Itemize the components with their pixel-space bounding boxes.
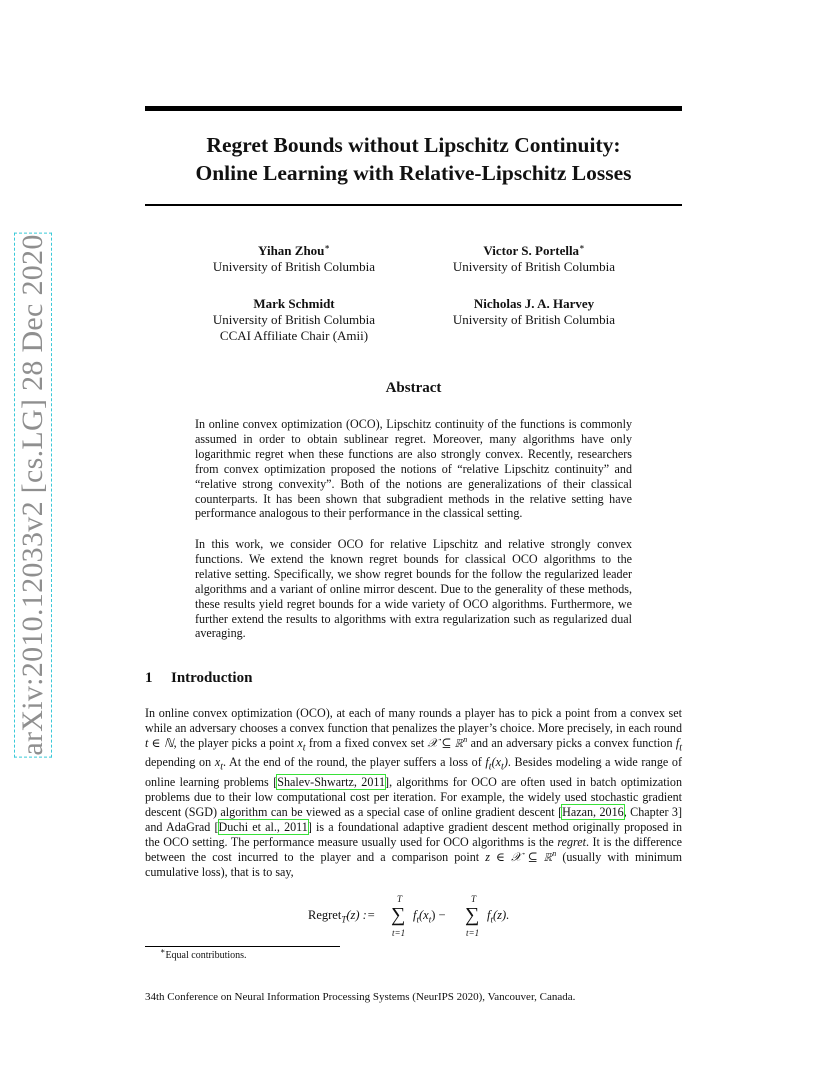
author-affiliation: University of British Columbia [452, 259, 616, 274]
author-name: Yihan Zhou [258, 243, 325, 258]
intro-text: ], algorithms for OCO are often used in batch optimization problems due to their low computational cost per iteration. For example, the widely used stochastic gradient descent (SGD) algorithm can be viewed as a special case of online gradient descent [ [145, 774, 683, 819]
regret-equation [145, 892, 682, 942]
section-heading [145, 670, 252, 687]
sum-lower-limit: t=1 [392, 928, 406, 938]
author-name: Victor S. Portella [483, 243, 580, 258]
intro-text: and an adversary picks a convex function [467, 736, 676, 750]
author-block [174, 243, 414, 275]
citation-link[interactable]: Hazan, 2016 [562, 804, 624, 819]
math-superscript: n [552, 848, 557, 858]
arxiv-sidebar [10, 234, 56, 756]
title-line-1: Regret Bounds without Lipschitz Continuity: [206, 133, 621, 157]
abstract-paragraph: In this work, we consider OCO for relative Lipschitz and relative strongly convex functions. We extend the known regret bounds for classical OCO algorithms to the relative setting. Specifically, we show regret bounds for the follow the regularized leader algorithms and a variant of online mirror descent. Due to the generality of these methods, these results yield regret bounds for a wide variety of OCO algorithms. Furthermore, we further extend the results to algorithms with extra regularization such as regularized dual averaging. [195, 537, 632, 641]
conference-notice: 34th Conference on Neural Information Processing Systems (NeurIPS 2020), Vancouver, Canada. [145, 991, 576, 1003]
math-inline: t ∈ ℕ [145, 736, 174, 750]
math-inline [297, 736, 306, 754]
sum-upper-limit: T [397, 894, 403, 904]
intro-text: , Chapter 3] and AdaGrad [ [145, 804, 683, 834]
math-subscript: t [679, 742, 682, 754]
math-inline [485, 850, 556, 864]
sum-upper-limit: T [471, 894, 477, 904]
intro-text: ] is a foundational adaptive gradient descent method originally proposed in the OCO setting. The performance measure usually used for OCO algorithms is the [145, 819, 682, 849]
math-symbol: x [214, 755, 221, 770]
math-subscript: t [488, 761, 492, 773]
math-superscript: n [463, 734, 468, 744]
intro-text: (usually with minimum cumulative loss), that is to say, [145, 849, 682, 879]
equation-term: $f_t(z)$. [487, 908, 510, 925]
intro-text: from a fixed convex set [305, 736, 428, 750]
math-subscript: t [501, 761, 504, 773]
author-block [414, 243, 654, 275]
paper-title [145, 131, 682, 187]
math-subscript: t [302, 742, 306, 754]
math-symbol: f [485, 755, 489, 770]
author-affiliation: CCAI Affiliate Chair (Amii) [219, 328, 369, 343]
title-rule-bottom [145, 204, 682, 206]
author-block [174, 296, 414, 344]
author-block [414, 296, 654, 328]
math-symbol: f [675, 736, 680, 750]
citation-link[interactable]: Duchi et al., 2011 [218, 819, 308, 834]
intro-text: In online convex optimization (OCO), at each of many rounds a player has to pick a point from a convex set while an adversary chooses a convex function that penalizes the player’s choice. More precisely, in each round [145, 706, 682, 735]
math-symbol: (x [491, 755, 501, 770]
author-mark: ∗ [324, 242, 330, 252]
footnote [160, 946, 247, 961]
abstract-heading: Abstract [385, 380, 442, 396]
math-symbol: ) [503, 755, 508, 770]
citation-link[interactable]: Shalev-Shwartz, 2011 [277, 774, 386, 789]
intro-text: depending on [145, 755, 215, 770]
intro-text: . At the end of the round, the player suffers a loss of [223, 755, 486, 770]
math-inline [675, 736, 682, 754]
math-symbol: x [297, 736, 303, 750]
math-symbol: z ∈ 𝒳 ⊆ ℝ [485, 849, 553, 864]
math-subscript: t [220, 761, 223, 773]
title-line-2: Online Learning with Relative-Lipschitz Losses [195, 161, 632, 185]
title-rule-top [145, 106, 682, 111]
emphasis-regret: regret [557, 834, 586, 849]
author-name: Mark Schmidt [253, 296, 335, 311]
section-title: Introduction [171, 670, 253, 686]
math-symbol: 𝒳 ⊆ ℝ [427, 736, 464, 750]
arxiv-identifier-link[interactable]: arXiv:2010.12033v2 [cs.LG] 28 Dec 2020 [16, 234, 49, 756]
sum-sigma-icon: ∑ [465, 904, 480, 926]
sum-sigma-icon: ∑ [391, 904, 406, 926]
author-affiliation: University of British Columbia [212, 312, 376, 327]
intro-text: . Besides modeling a wide range of online learning problems [ [145, 755, 682, 789]
abstract-paragraph: In online convex optimization (OCO), Lipschitz continuity of the functions is commonly assumed in order to obtain sublinear regret. Moreover, many algorithms have only logarithmic regret when these functions are also strongly convex. Recently, researchers from convex optimization proposed the notions of “relative Lipschitz continuity” and “relative strong convexity”. Both of the notions are generalizations of their classical counterparts. It has been shown that subgradient methods in the relative setting have performance analogous to their performance in the classical setting. [195, 417, 632, 521]
footnote-rule [145, 946, 340, 947]
footnote-mark: ∗ [160, 946, 166, 956]
author-affiliation: University of British Columbia [452, 312, 616, 327]
math-inline [428, 736, 468, 750]
math-inline [485, 755, 508, 773]
math-inline [214, 755, 223, 773]
intro-text: . It is the difference between the cost incurred to the player and a comparison point [145, 834, 683, 864]
sum-lower-limit: t=1 [466, 928, 480, 938]
equation-term: $f_t(x_t)$ − [413, 908, 446, 925]
author-name: Nicholas J. A. Harvey [473, 296, 595, 311]
author-mark: ∗ [579, 242, 585, 252]
footnote-text: Equal contributions. [165, 950, 247, 961]
author-affiliation: University of British Columbia [212, 259, 376, 274]
intro-text: , the player picks a point [173, 736, 298, 750]
equation-lhs: Regret$_T$(z) := [308, 908, 376, 925]
section-number: 1 [145, 670, 153, 686]
intro-paragraph [145, 706, 682, 880]
